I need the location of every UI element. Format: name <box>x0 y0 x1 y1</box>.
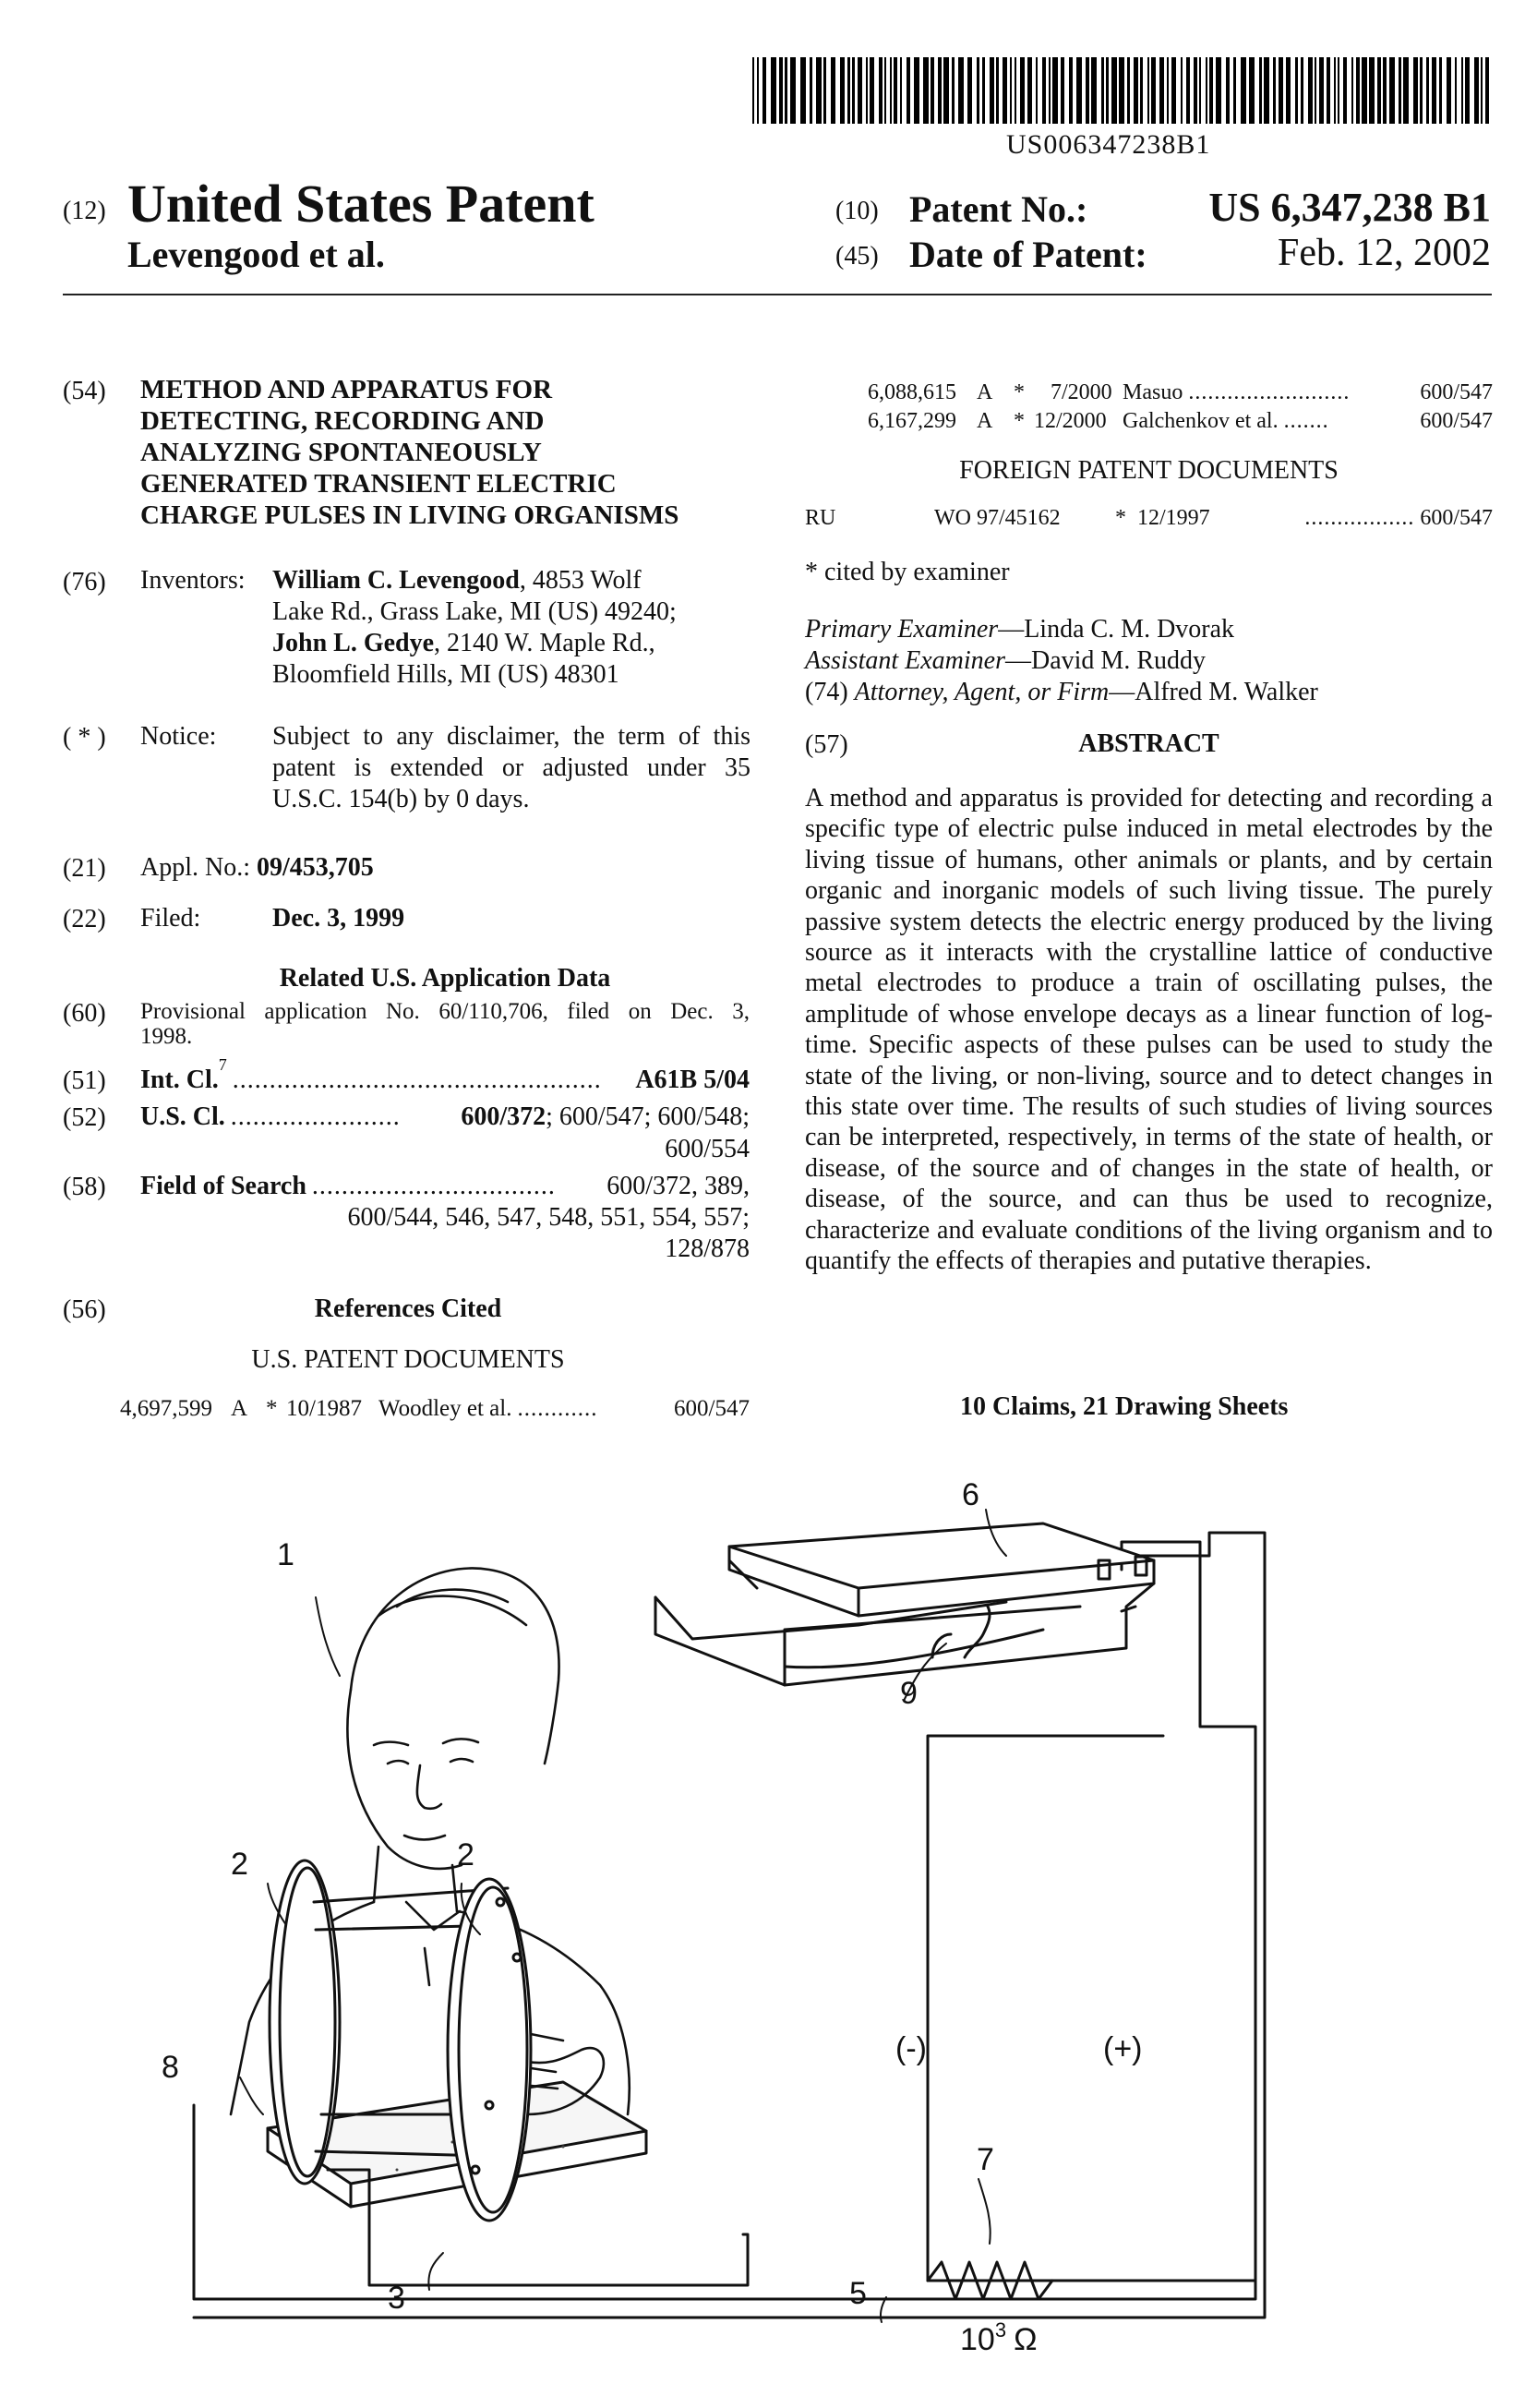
barcode-bar <box>1455 57 1457 124</box>
barcode-bar <box>884 57 886 124</box>
foreign-number: WO 97/45162 <box>934 506 1061 530</box>
barcode-bar <box>1413 57 1418 124</box>
header-rule <box>63 294 1492 295</box>
barcode-bar <box>1315 57 1316 124</box>
barcode-bar <box>1399 57 1401 124</box>
barcode-bar <box>1241 57 1246 124</box>
barcode-bar <box>1003 57 1007 124</box>
barcode-bar <box>1076 57 1082 124</box>
barcode-bar <box>1403 57 1409 124</box>
abstract-text: A method and apparatus is provided for detecting and recording a specific type of electric pulse induced in metal electrodes by the living tissue of humans, other animals or plants, and by certain organic and inorganic models of such living tissue. The purely passive system detects the electric energy produced by the living source as it interacts with the crystalline lattice of conductive metal electrodes to produce a train of oscillating pulses, the amplitude of whose envelope decays as a linear function of log-time. Specific aspects of these pulses can be used to study the state of the living, or non-living, source and to detect changes in this state over time. The results of such studies of living sources can be interpreted, respectively, in terms of the state of health, or disease, of the source and of changes in the state of health, or disease, of the source, and can thus be used to recognize, characterize and evaluate conditions of the living organism and to quantify the effects of therapies and putative therapies. <box>805 784 1493 1276</box>
barcode-bar <box>1086 57 1089 124</box>
attorney <box>805 677 1318 708</box>
title-line: CHARGE PULSES IN LIVING ORGANISMS <box>140 500 679 530</box>
barcode-bar <box>1383 57 1387 124</box>
barcode-bar <box>1010 57 1012 124</box>
reference-row <box>120 1396 750 1422</box>
foreign-date: 12/1997 <box>1137 506 1210 530</box>
reference-class: 600/547 <box>1420 380 1493 404</box>
barcode-bar <box>1127 57 1130 124</box>
patent-no-label: Patent No.: <box>909 188 1088 230</box>
barcode-bar <box>779 57 783 124</box>
primary-examiner <box>805 614 1234 645</box>
barcode-bar <box>810 57 812 124</box>
code-12: (12) <box>63 197 106 225</box>
provisional-text <box>140 999 750 1049</box>
barcode-bar <box>894 57 897 124</box>
barcode-bar <box>1159 57 1164 124</box>
assistant-examiner <box>805 645 1206 677</box>
label-1: 1 <box>277 1537 294 1572</box>
int-cl-superscript: 7 <box>218 1055 227 1074</box>
reference-row <box>868 409 1493 434</box>
label-8: 8 <box>162 2050 179 2085</box>
inventor-1-address-2: Lake Rd., Grass Lake, MI (US) 49240; <box>272 597 677 626</box>
barcode-bar <box>1069 57 1073 124</box>
code-22: (22) <box>63 905 106 933</box>
barcode-bar <box>1171 57 1176 124</box>
code-45: (45) <box>835 242 879 271</box>
sample-chamber <box>655 1523 1154 1685</box>
barcode-bar <box>1233 57 1236 124</box>
barcode-bar <box>1151 57 1156 124</box>
barcode-bar <box>785 57 787 124</box>
appl-no: 09/453,705 <box>257 853 374 882</box>
barcode-bar <box>923 57 929 124</box>
related-data-heading: Related U.S. Application Data <box>279 964 611 993</box>
primary-examiner-name: —Linda C. M. Dvorak <box>998 615 1235 644</box>
barcode-bar <box>931 57 934 124</box>
inventor-2-address: , 2140 W. Maple Rd., <box>434 629 655 657</box>
field-of-search-label: Field of Search <box>140 1172 306 1200</box>
reference-number: 6,088,615 <box>868 380 956 404</box>
barcode-bar <box>1465 57 1470 124</box>
us-cl-other: ; 600/547; 600/548; <box>546 1102 750 1131</box>
barcode-bar <box>1447 57 1451 124</box>
barcode-bar <box>1432 57 1436 124</box>
label-9: 9 <box>900 1676 918 1711</box>
label-2-left: 2 <box>231 1847 248 1882</box>
title-line: GENERATED TRANSIENT ELECTRIC <box>140 469 617 499</box>
code-60: (60) <box>63 999 106 1028</box>
barcode-bar <box>1286 57 1291 124</box>
barcode-bar <box>1186 57 1190 124</box>
barcode <box>752 57 1491 124</box>
field-of-search-line3: 128/878 <box>665 1234 750 1263</box>
barcode-bar <box>1377 57 1381 124</box>
leader-dots: ....... <box>1283 409 1329 433</box>
reference-kind: A <box>977 409 993 433</box>
reference-name: Woodley et al. <box>378 1396 512 1421</box>
barcode-bar <box>752 57 754 124</box>
reference-star: * <box>1014 380 1025 404</box>
int-cl-row <box>140 1055 750 1096</box>
reference-date: 10/1987 <box>286 1396 362 1421</box>
barcode-bar <box>1106 57 1109 124</box>
barcode-bar <box>1481 57 1483 124</box>
barcode-bar <box>1319 57 1324 124</box>
barcode-bar <box>762 57 766 124</box>
barcode-bar <box>1134 57 1138 124</box>
barcode-bar <box>840 57 845 124</box>
barcode-bar <box>1061 57 1064 124</box>
us-cl-line2: 600/554 <box>665 1135 750 1163</box>
code-52: (52) <box>63 1103 106 1132</box>
notice-line: Subject to any disclaimer, the term of this <box>272 722 750 751</box>
primary-examiner-label: Primary Examiner <box>805 615 999 644</box>
references-heading: References Cited <box>314 1294 502 1323</box>
reference-class: 600/547 <box>674 1396 750 1421</box>
code-56: (56) <box>63 1295 106 1324</box>
reference-kind: A <box>977 380 993 404</box>
field-of-search-row <box>140 1171 750 1202</box>
barcode-bar <box>1181 57 1183 124</box>
barcode-bar <box>866 57 868 124</box>
barcode-bar <box>831 57 835 124</box>
assistant-examiner-label: Assistant Examiner <box>805 646 1005 675</box>
barcode-bar <box>943 57 949 124</box>
barcode-bar <box>1362 57 1367 124</box>
field-of-search-line2: 600/544, 546, 547, 548, 551, 554, 557; <box>347 1203 750 1232</box>
barcode-bar <box>1295 57 1298 124</box>
reference-star: * <box>1014 409 1025 433</box>
publication-number: US006347238B1 <box>1006 129 1211 160</box>
barcode-bar <box>1140 57 1143 124</box>
barcode-bar <box>1327 57 1330 124</box>
us-patent-documents-heading: U.S. PATENT DOCUMENTS <box>251 1345 565 1374</box>
reference-kind: A <box>231 1396 248 1421</box>
label-5: 5 <box>849 2276 867 2311</box>
reference-number: 6,167,299 <box>868 409 956 433</box>
notice-text <box>272 721 750 815</box>
barcode-bar <box>1206 57 1207 124</box>
notice-line: U.S.C. 154(b) by 0 days. <box>272 785 530 813</box>
barcode-bar <box>1216 57 1221 124</box>
barcode-bar <box>1264 57 1269 124</box>
barcode-bar <box>1111 57 1117 124</box>
barcode-bar <box>790 57 796 124</box>
foreign-patents-heading: FOREIGN PATENT DOCUMENTS <box>959 456 1339 485</box>
attorney-name: —Alfred M. Walker <box>1109 678 1318 706</box>
barcode-bar <box>982 57 985 124</box>
barcode-bar <box>1259 57 1262 124</box>
int-cl-label: Int. Cl. <box>140 1066 219 1094</box>
resistance-exponent: 3 <box>994 2318 1007 2342</box>
inventor-2-name: John L. Gedye <box>272 629 435 657</box>
attorney-label: Attorney, Agent, or Firm <box>854 678 1110 706</box>
leader-dots: ................................. <box>311 1172 556 1200</box>
reference-star: * <box>266 1396 278 1421</box>
barcode-bar <box>1485 57 1489 124</box>
label-7: 7 <box>977 2142 994 2177</box>
inventors-block <box>272 565 752 691</box>
us-cl-row <box>140 1102 750 1133</box>
notice-line: patent is extended or adjusted under 35 <box>272 753 750 782</box>
code-10: (10) <box>835 197 879 225</box>
inventor-1-name: William C. Levengood <box>272 566 520 595</box>
reference-date: 7/2000 <box>1051 380 1112 404</box>
date-of-patent-label: Date of Patent: <box>909 234 1147 275</box>
code-57: (57) <box>805 730 848 759</box>
code-21: (21) <box>63 854 106 883</box>
figure-drawing <box>162 1468 1449 2357</box>
title-line: METHOD AND APPARATUS FOR <box>140 375 553 404</box>
barcode-bar <box>1199 57 1201 124</box>
leader-dots: .................................................. <box>232 1066 602 1094</box>
barcode-bar <box>1027 57 1032 124</box>
barcode-bar <box>1474 57 1479 124</box>
reference-class: 600/547 <box>1420 409 1493 433</box>
barcode-bar <box>1167 57 1169 124</box>
claims-sheets: 10 Claims, 21 Drawing Sheets <box>960 1392 1289 1421</box>
barcode-bar <box>1226 57 1230 124</box>
notice-label: Notice: <box>140 722 217 751</box>
reference-leaders <box>240 1510 1006 2322</box>
label-positive: (+) <box>1103 2031 1143 2066</box>
barcode-bar <box>900 57 902 124</box>
code-54: (54) <box>63 377 106 405</box>
leader-dots: ......................... <box>1188 380 1351 404</box>
barcode-bar <box>1249 57 1255 124</box>
filed-label: Filed: <box>140 904 201 933</box>
abstract-heading: ABSTRACT <box>1078 729 1219 758</box>
barcode-bar <box>907 57 910 124</box>
inventor-2-address-2: Bloomfield Hills, MI (US) 48301 <box>272 660 619 689</box>
field-of-search-value: 600/372, 389, <box>606 1172 750 1200</box>
resistance-value <box>960 2318 1038 2357</box>
code-51: (51) <box>63 1066 106 1095</box>
foreign-country: RU <box>805 506 836 530</box>
barcode-bar <box>890 57 892 124</box>
barcode-bar <box>1036 57 1038 124</box>
barcode-bar <box>1308 57 1313 124</box>
cited-by-examiner: * cited by examiner <box>805 558 1010 586</box>
title-line: DETECTING, RECORDING AND <box>140 406 545 436</box>
leader-dots: ....................... <box>230 1102 401 1131</box>
barcode-bar <box>1020 57 1025 124</box>
reference-name: Galchenkov et al. <box>1123 409 1279 433</box>
barcode-bar <box>977 57 979 124</box>
barcode-bar <box>1194 57 1197 124</box>
barcode-bar <box>800 57 806 124</box>
barcode-bar <box>1369 57 1375 124</box>
barcode-bar <box>1338 57 1339 124</box>
label-2-right: 2 <box>457 1837 474 1872</box>
barcode-bar <box>914 57 919 124</box>
barcode-bar <box>757 57 759 124</box>
leader-dots: ............ <box>517 1396 598 1421</box>
barcode-bar <box>1389 57 1395 124</box>
barcode-bar <box>1052 57 1058 124</box>
code-notice: ( * ) <box>63 723 106 752</box>
patent-number: US 6,347,238 B1 <box>1208 185 1491 230</box>
code-76: (76) <box>63 568 106 596</box>
provisional-line: Provisional application No. 60/110,706, filed on Dec. 3, <box>140 999 750 1024</box>
barcode-bar <box>1147 57 1149 124</box>
barcode-bar <box>1334 57 1336 124</box>
inventor-short: Levengood et al. <box>127 234 385 275</box>
label-negative: (-) <box>895 2031 927 2066</box>
reference-name: Masuo <box>1123 380 1183 404</box>
barcode-bar <box>1351 57 1353 124</box>
resistance-unit: Ω <box>1014 2322 1038 2357</box>
barcode-bar <box>958 57 964 124</box>
code-58: (58) <box>63 1173 106 1201</box>
barcode-bar <box>1049 57 1051 124</box>
label-3: 3 <box>388 2281 405 2316</box>
barcode-bar <box>1343 57 1347 124</box>
barcode-bar <box>847 57 850 124</box>
barcode-bar <box>879 57 883 124</box>
barcode-bar <box>1420 57 1423 124</box>
barcode-bar <box>1461 57 1463 124</box>
barcode-bar <box>996 57 999 124</box>
barcode-bar <box>1091 57 1097 124</box>
barcode-bar <box>858 57 862 124</box>
patent-title <box>140 374 740 531</box>
barcode-bar <box>990 57 994 124</box>
barcode-bar <box>1356 57 1360 124</box>
us-cl-label: U.S. Cl. <box>140 1102 225 1131</box>
appl-no-label: Appl. No.: <box>140 853 250 882</box>
barcode-bar <box>816 57 822 124</box>
provisional-line: 1998. <box>140 1024 193 1049</box>
inventors-label: Inventors: <box>140 566 246 595</box>
barcode-bar <box>1279 57 1283 124</box>
barcode-bar <box>938 57 942 124</box>
assistant-examiner-name: —David M. Ruddy <box>1005 646 1206 675</box>
title-line: ANALYZING SPONTANEOUSLY <box>140 438 542 467</box>
barcode-bar <box>1209 57 1213 124</box>
barcode-bar <box>1273 57 1276 124</box>
barcode-bar <box>1119 57 1124 124</box>
barcode-bar <box>952 57 955 124</box>
code-74: (74) <box>805 678 848 706</box>
barcode-bar <box>967 57 972 124</box>
barcode-bar <box>1301 57 1303 124</box>
inventor-1-address: , 4853 Wolf <box>519 566 642 595</box>
reference-row <box>868 380 1493 405</box>
leader-dots: ................. <box>1304 506 1415 530</box>
resistance-base: 10 <box>960 2322 995 2357</box>
barcode-bar <box>1426 57 1429 124</box>
reference-date: 12/2000 <box>1034 409 1107 433</box>
barcode-bar <box>771 57 776 124</box>
barcode-bar <box>870 57 874 124</box>
barcode-bar <box>1015 57 1016 124</box>
reference-star: * <box>1115 506 1126 530</box>
document-type: United States Patent <box>127 174 594 234</box>
barcode-bar <box>1439 57 1442 124</box>
barcode-bar <box>1042 57 1046 124</box>
foreign-class: 600/547 <box>1420 506 1493 530</box>
int-cl-value: A61B 5/04 <box>635 1066 750 1094</box>
barcode-bar <box>1101 57 1104 124</box>
foreign-reference-row <box>805 506 1493 531</box>
date-of-patent: Feb. 12, 2002 <box>1278 232 1491 274</box>
barcode-bar <box>852 57 855 124</box>
reference-number: 4,697,599 <box>120 1396 212 1421</box>
label-6: 6 <box>962 1477 979 1512</box>
filed-date: Dec. 3, 1999 <box>272 904 405 933</box>
barcode-bar <box>823 57 826 124</box>
us-cl-primary: 600/372 <box>461 1102 546 1131</box>
